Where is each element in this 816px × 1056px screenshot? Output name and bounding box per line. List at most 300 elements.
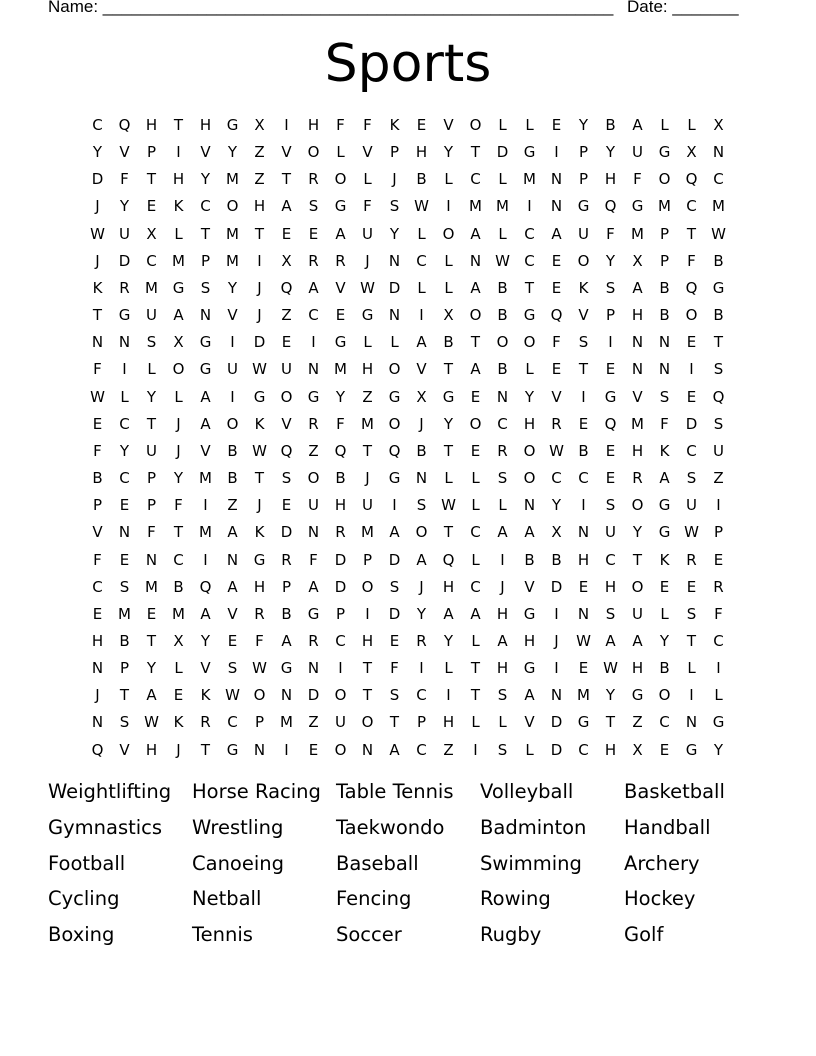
grid-letter: L: [336, 143, 345, 162]
grid-letter: P: [146, 143, 157, 162]
grid-letter: W: [225, 686, 240, 705]
grid-letter: I: [203, 550, 208, 569]
grid-letter: P: [254, 713, 265, 732]
grid-letter: P: [713, 523, 724, 542]
grid-letter: I: [284, 116, 289, 134]
grid-letter: T: [605, 713, 616, 732]
grid-letter: X: [254, 116, 265, 134]
grid-letter: M: [145, 278, 158, 297]
grid-letter: Y: [389, 224, 400, 243]
grid-letter: N: [685, 713, 698, 732]
grid-letter: Y: [632, 523, 643, 542]
grid-letter: K: [173, 197, 184, 216]
grid-letter: V: [362, 143, 373, 162]
grid-letter: M: [577, 686, 590, 705]
grid-letter: A: [605, 631, 616, 650]
grid-letter: T: [578, 360, 589, 379]
grid-letter: D: [496, 143, 509, 162]
grid-letter: N: [118, 333, 131, 352]
date-field-label: Date: _______: [627, 0, 739, 16]
grid-letter: H: [496, 604, 509, 623]
grid-letter: F: [309, 550, 318, 569]
grid-letter: Z: [281, 306, 292, 325]
grid-letter: S: [389, 197, 400, 216]
grid-letter: R: [497, 441, 508, 460]
grid-letter: O: [658, 686, 671, 705]
grid-letter: O: [334, 686, 347, 705]
grid-letter: M: [658, 197, 671, 216]
grid-letter: N: [523, 496, 536, 515]
grid-letter: X: [551, 523, 562, 542]
grid-letter: G: [307, 387, 320, 406]
grid-letter: L: [147, 360, 156, 379]
grid-letter: G: [199, 333, 212, 352]
grid-letter: B: [227, 441, 238, 460]
grid-letter: E: [551, 360, 562, 379]
grid-letter: I: [257, 251, 262, 270]
grid-letter: R: [200, 713, 211, 732]
grid-letter: F: [363, 197, 372, 216]
grid-letter: Q: [91, 740, 104, 759]
grid-letter: S: [416, 496, 427, 515]
grid-letter: Q: [388, 441, 401, 460]
grid-letter: P: [362, 550, 373, 569]
grid-letter: O: [172, 360, 185, 379]
grid-letter: C: [470, 170, 481, 189]
grid-letter: Y: [659, 631, 670, 650]
grid-letter: W: [684, 523, 699, 542]
grid-letter: O: [388, 414, 401, 433]
grid-letter: T: [200, 740, 211, 759]
grid-letter: N: [550, 197, 563, 216]
grid-letter: I: [608, 333, 613, 352]
grid-letter: J: [257, 306, 262, 325]
grid-letter: C: [119, 414, 130, 433]
grid-letter: G: [388, 469, 401, 488]
grid-letter: Y: [146, 387, 157, 406]
grid-letter: T: [470, 659, 481, 678]
grid-letter: N: [91, 713, 104, 732]
grid-letter: S: [389, 577, 400, 596]
grid-letter: L: [444, 659, 453, 678]
grid-letter: U: [308, 496, 319, 515]
grid-letter: H: [604, 740, 617, 759]
grid-letter: L: [498, 224, 507, 243]
grid-letter: O: [523, 441, 536, 460]
grid-letter: C: [119, 469, 130, 488]
grid-letter: S: [686, 469, 697, 488]
grid-letter: T: [281, 170, 292, 189]
grid-letter: L: [471, 550, 480, 569]
grid-letter: C: [713, 170, 724, 189]
grid-letter: T: [92, 306, 103, 325]
grid-letter: E: [686, 387, 697, 406]
grid-letter: N: [415, 469, 428, 488]
grid-letter: A: [200, 414, 211, 433]
grid-letter: E: [578, 577, 589, 596]
grid-letter: A: [389, 740, 400, 759]
grid-letter: D: [307, 686, 320, 705]
grid-letter: H: [334, 496, 347, 515]
grid-letter: L: [687, 116, 696, 134]
grid-letter: V: [92, 523, 103, 542]
grid-letter: A: [308, 577, 319, 596]
grid-letter: E: [173, 686, 184, 705]
grid-letter: O: [469, 116, 482, 134]
grid-letter: E: [92, 604, 103, 623]
grid-letter: E: [119, 496, 130, 515]
grid-letter: N: [361, 740, 374, 759]
word-list-item: Tennis: [192, 923, 253, 947]
grid-letter: L: [417, 224, 426, 243]
grid-letter: S: [497, 686, 508, 705]
grid-letter: K: [254, 523, 265, 542]
grid-letter: X: [686, 143, 697, 162]
grid-letter: A: [200, 387, 211, 406]
word-list-item: Basketball: [624, 780, 725, 803]
grid-letter: V: [119, 143, 130, 162]
word-list-item: Archery: [624, 851, 700, 875]
grid-letter: X: [281, 251, 292, 270]
grid-letter: W: [441, 496, 456, 515]
grid-letter: K: [578, 278, 589, 297]
grid-letter: M: [361, 414, 374, 433]
grid-letter: G: [712, 278, 725, 297]
grid-letter: G: [577, 197, 590, 216]
grid-letter: A: [227, 577, 238, 596]
grid-letter: Y: [713, 740, 724, 759]
grid-letter: P: [605, 306, 616, 325]
grid-letter: G: [658, 143, 671, 162]
grid-letter: J: [176, 441, 181, 460]
grid-letter: X: [173, 333, 184, 352]
grid-letter: G: [712, 713, 725, 732]
word-list-item: Cycling: [48, 887, 120, 911]
grid-letter: I: [716, 659, 721, 678]
grid-letter: X: [443, 306, 454, 325]
grid-letter: R: [713, 577, 724, 596]
word-list-item: Table Tennis: [336, 780, 454, 803]
grid-letter: S: [578, 333, 589, 352]
grid-letter: R: [632, 469, 643, 488]
grid-letter: X: [416, 387, 427, 406]
grid-letter: V: [227, 306, 238, 325]
grid-letter: E: [551, 116, 562, 134]
grid-letter: Q: [604, 414, 617, 433]
grid-letter: G: [253, 387, 266, 406]
grid-letter: I: [446, 686, 451, 705]
grid-letter: P: [659, 251, 670, 270]
grid-letter: A: [443, 604, 454, 623]
grid-letter: R: [308, 170, 319, 189]
grid-letter: L: [471, 469, 480, 488]
grid-letter: L: [363, 170, 372, 189]
grid-letter: S: [713, 414, 724, 433]
grid-letter: G: [334, 333, 347, 352]
grid-letter: C: [605, 550, 616, 569]
grid-letter: G: [253, 550, 266, 569]
grid-letter: G: [523, 306, 536, 325]
grid-letter: H: [253, 577, 266, 596]
grid-letter: E: [119, 550, 130, 569]
grid-letter: A: [335, 224, 346, 243]
grid-letter: Y: [227, 143, 238, 162]
grid-letter: U: [362, 496, 373, 515]
grid-letter: O: [523, 333, 536, 352]
grid-letter: N: [388, 306, 401, 325]
grid-letter: X: [173, 631, 184, 650]
grid-letter: G: [199, 360, 212, 379]
grid-letter: E: [605, 360, 616, 379]
grid-letter: M: [172, 251, 185, 270]
grid-letter: H: [523, 631, 536, 650]
grid-letter: C: [551, 469, 562, 488]
grid-letter: W: [576, 631, 591, 650]
grid-letter: B: [524, 550, 535, 569]
grid-letter: A: [227, 523, 238, 542]
grid-letter: A: [281, 197, 292, 216]
grid-letter: N: [388, 251, 401, 270]
grid-letter: A: [308, 278, 319, 297]
grid-letter: Y: [173, 469, 184, 488]
grid-letter: L: [471, 713, 480, 732]
grid-letter: V: [227, 604, 238, 623]
word-list-item: Boxing: [48, 923, 115, 947]
grid-letter: A: [551, 224, 562, 243]
word-list-item: Canoeing: [192, 851, 285, 875]
grid-letter: G: [226, 740, 239, 759]
grid-letter: D: [550, 740, 563, 759]
grid-letter: H: [631, 306, 644, 325]
grid-letter: M: [226, 224, 239, 243]
grid-letter: C: [308, 306, 319, 325]
grid-letter: A: [659, 469, 670, 488]
grid-letter: X: [713, 116, 724, 134]
grid-letter: F: [120, 170, 129, 189]
grid-letter: N: [631, 360, 644, 379]
grid-letter: C: [146, 251, 157, 270]
grid-letter: Y: [578, 116, 589, 134]
grid-letter: M: [469, 197, 482, 216]
grid-letter: H: [577, 550, 590, 569]
grid-letter: R: [335, 251, 346, 270]
grid-letter: L: [444, 170, 453, 189]
grid-letter: I: [500, 550, 505, 569]
grid-letter: O: [523, 469, 536, 488]
grid-letter: I: [554, 604, 559, 623]
grid-letter: B: [578, 441, 589, 460]
grid-letter: F: [255, 631, 264, 650]
grid-letter: M: [226, 170, 239, 189]
grid-letter: H: [631, 659, 644, 678]
grid-letter: A: [173, 306, 184, 325]
grid-letter: B: [605, 116, 616, 134]
grid-letter: I: [230, 387, 235, 406]
word-list-item: Volleyball: [480, 780, 574, 803]
grid-letter: D: [91, 170, 104, 189]
grid-letter: D: [550, 713, 563, 732]
grid-letter: F: [93, 360, 102, 379]
grid-letter: M: [496, 197, 509, 216]
word-list-item: Fencing: [336, 887, 412, 911]
grid-letter: M: [631, 224, 644, 243]
grid-letter: C: [416, 686, 427, 705]
grid-letter: G: [307, 604, 320, 623]
word-list-item: Baseball: [336, 851, 419, 875]
grid-letter: V: [632, 387, 643, 406]
grid-letter: A: [470, 224, 481, 243]
grid-letter: Y: [524, 387, 535, 406]
grid-letter: C: [524, 251, 535, 270]
grid-letter: E: [308, 740, 319, 759]
grid-letter: T: [146, 170, 157, 189]
grid-letter: D: [388, 278, 401, 297]
grid-letter: E: [308, 224, 319, 243]
grid-letter: G: [442, 387, 455, 406]
word-list-item: Horse Racing: [192, 780, 321, 803]
grid-letter: I: [554, 659, 559, 678]
grid-letter: A: [389, 523, 400, 542]
grid-letter: U: [632, 143, 643, 162]
grid-letter: Z: [443, 740, 454, 759]
grid-letter: O: [469, 414, 482, 433]
grid-letter: J: [95, 197, 100, 216]
grid-letter: N: [118, 523, 131, 542]
grid-letter: G: [334, 197, 347, 216]
grid-letter: I: [230, 333, 235, 352]
grid-letter: A: [632, 116, 643, 134]
word-list-item: Football: [48, 851, 126, 875]
grid-letter: S: [146, 333, 157, 352]
grid-letter: M: [361, 523, 374, 542]
grid-letter: I: [365, 604, 370, 623]
grid-letter: P: [389, 143, 400, 162]
grid-letter: Y: [605, 143, 616, 162]
grid-letter: T: [362, 441, 373, 460]
grid-letter: Z: [254, 143, 265, 162]
grid-letter: U: [362, 224, 373, 243]
grid-letter: F: [336, 116, 345, 134]
grid-letter: P: [416, 713, 427, 732]
grid-letter: T: [713, 333, 724, 352]
grid-letter: J: [365, 469, 370, 488]
grid-letter: D: [388, 604, 401, 623]
grid-letter: D: [550, 577, 563, 596]
grid-letter: Q: [118, 116, 131, 134]
grid-letter: X: [146, 224, 157, 243]
grid-letter: D: [334, 550, 347, 569]
grid-letter: Q: [280, 441, 293, 460]
grid-letter: L: [363, 333, 372, 352]
grid-letter: E: [551, 278, 562, 297]
word-list: [48, 777, 768, 956]
grid-letter: K: [92, 278, 103, 297]
grid-letter: T: [200, 224, 211, 243]
grid-letter: Y: [146, 659, 157, 678]
grid-letter: O: [361, 577, 374, 596]
grid-letter: W: [252, 441, 267, 460]
grid-letter: A: [470, 360, 481, 379]
grid-letter: L: [525, 360, 534, 379]
grid-letter: O: [307, 469, 320, 488]
grid-letter: F: [336, 414, 345, 433]
grid-letter: O: [361, 713, 374, 732]
grid-letter: T: [146, 414, 157, 433]
grid-letter: I: [554, 143, 559, 162]
grid-letter: L: [417, 278, 426, 297]
grid-letter: W: [252, 659, 267, 678]
grid-letter: Q: [712, 387, 725, 406]
grid-letter: Q: [280, 278, 293, 297]
grid-letter: O: [496, 333, 509, 352]
grid-letter: M: [712, 197, 725, 216]
grid-letter: H: [631, 441, 644, 460]
word-list-item: Rugby: [480, 923, 542, 947]
grid-letter: V: [578, 306, 589, 325]
grid-letter: L: [660, 604, 669, 623]
grid-letter: F: [93, 550, 102, 569]
grid-letter: M: [226, 251, 239, 270]
grid-letter: V: [416, 360, 427, 379]
grid-letter: M: [172, 604, 185, 623]
grid-letter: R: [686, 550, 697, 569]
grid-letter: L: [714, 686, 723, 705]
grid-letter: C: [227, 713, 238, 732]
grid-letter: L: [444, 469, 453, 488]
grid-letter: S: [686, 604, 697, 623]
grid-letter: H: [442, 713, 455, 732]
grid-letter: G: [577, 713, 590, 732]
grid-letter: Q: [550, 306, 563, 325]
grid-letter: U: [146, 441, 157, 460]
grid-letter: C: [92, 577, 103, 596]
grid-letter: Q: [334, 441, 347, 460]
grid-letter: G: [388, 387, 401, 406]
grid-letter: N: [550, 686, 563, 705]
grid-letter: W: [144, 713, 159, 732]
grid-letter: U: [227, 360, 238, 379]
grid-letter: O: [334, 170, 347, 189]
grid-letter: H: [442, 577, 455, 596]
grid-letter: A: [470, 604, 481, 623]
grid-letter: N: [253, 740, 266, 759]
grid-letter: K: [254, 414, 265, 433]
grid-letter: Y: [200, 631, 211, 650]
grid-letter: L: [498, 496, 507, 515]
grid-letter: Q: [685, 278, 698, 297]
grid-letter: Z: [227, 496, 238, 515]
grid-letter: V: [524, 713, 535, 732]
grid-letter: A: [497, 631, 508, 650]
grid-letter: V: [281, 143, 292, 162]
grid-letter: E: [146, 604, 157, 623]
grid-letter: L: [660, 116, 669, 134]
grid-letter: Y: [605, 251, 616, 270]
grid-letter: B: [335, 469, 346, 488]
grid-letter: N: [496, 387, 509, 406]
grid-letter: S: [659, 387, 670, 406]
grid-letter: E: [605, 441, 616, 460]
grid-letter: K: [200, 686, 211, 705]
grid-letter: U: [119, 224, 130, 243]
grid-letter: C: [713, 631, 724, 650]
grid-letter: M: [199, 469, 212, 488]
grid-letter: V: [443, 116, 454, 134]
grid-letter: I: [419, 659, 424, 678]
grid-letter: Z: [362, 387, 373, 406]
grid-letter: K: [173, 713, 184, 732]
grid-letter: T: [254, 224, 265, 243]
